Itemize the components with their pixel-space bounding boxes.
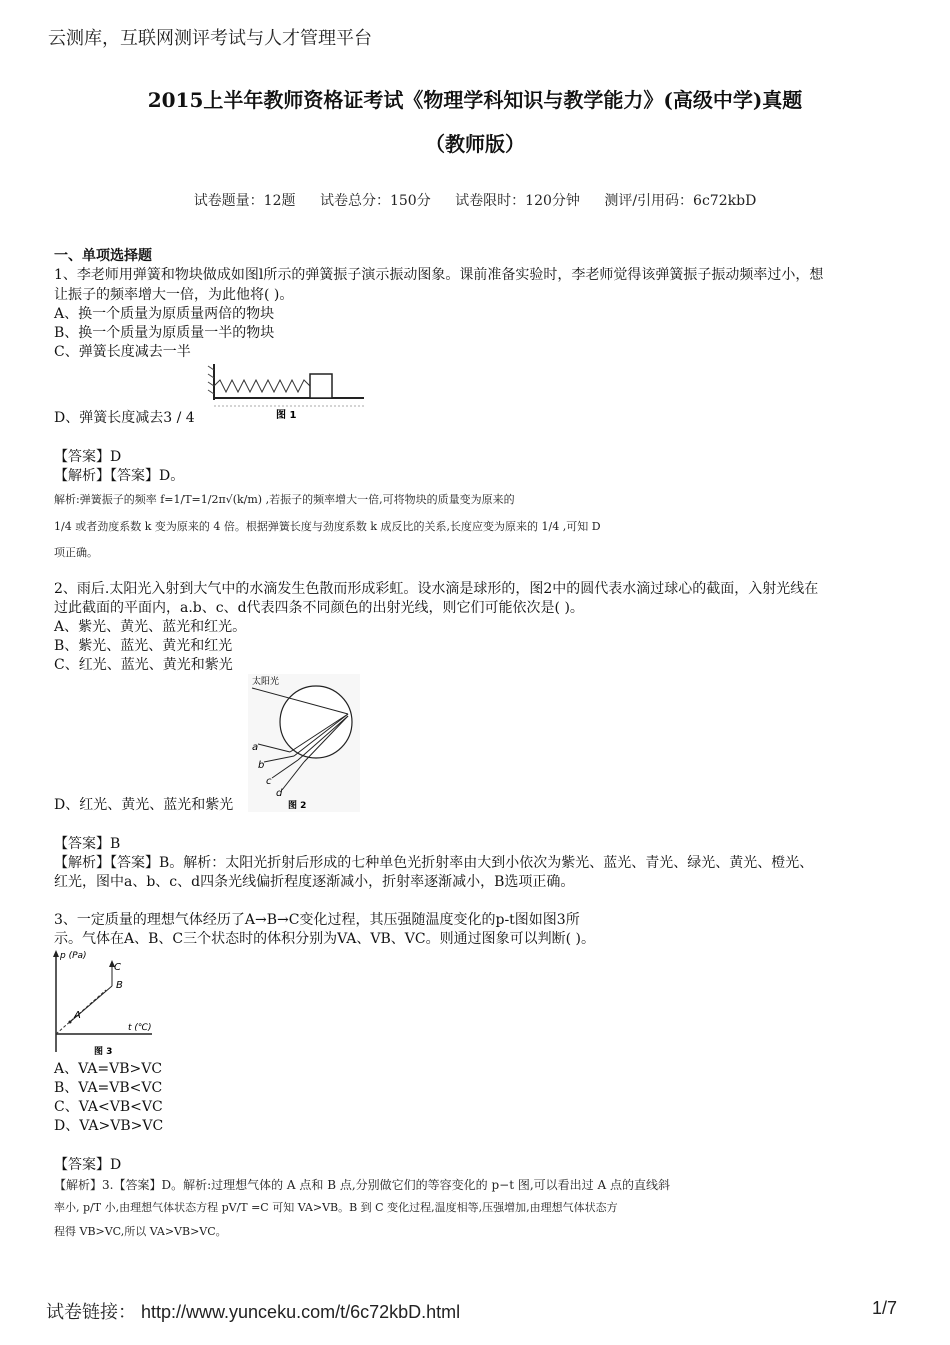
q2-explanation-line1: 【解析】【答案】B。解析：太阳光折射后形成的七种单色光折射率由大到小依次为紫光、蓝光、青光、绿光、黄光、橙光、 <box>54 855 814 871</box>
q3-explanation-line2: 率小, p/T 小,由理想气体状态方程 pV/T =C 可知 VA>VB。B 到 C 变化过程,温度相等,压强增加,由理想气体状态方 <box>54 1201 618 1214</box>
q2-figure-sun-label: 太阳光 <box>252 677 280 687</box>
q2-figure-raindrop <box>248 674 360 812</box>
exam-link[interactable]: 试卷链接： http://www.yunceku.com/t/6c72kbD.html <box>46 1302 461 1322</box>
ray-label-d: d <box>276 788 283 799</box>
ray-label-a: a <box>252 742 259 753</box>
q3-option-b: B、VA=VB<VC <box>54 1080 163 1096</box>
q2-answer: 【答案】B <box>54 836 121 852</box>
q3-axis-t: t (℃) <box>128 1023 152 1033</box>
q1-explanation-line1: 解析:弹簧振子的频率 f=1/T=1/2π√(k/m) ,若振子的频率增大一倍,可将物块的质量变为原来的 <box>54 493 515 506</box>
q2-option-d: D、红光、黄光、蓝光和紫光 <box>54 797 234 813</box>
exam-meta <box>0 190 950 210</box>
q2-stem-line2: 过此截面的平面内，a.b、c、d代表四条不同颜色的出射光线，则它们可能依次是( )。 <box>54 600 584 616</box>
q3-point-a: A <box>74 1010 81 1021</box>
q2-option-a: A、紫光、黄光、蓝光和红光。 <box>54 619 247 635</box>
ray-label-c: c <box>266 776 272 787</box>
q2-figure-caption: 图 2 <box>288 801 307 811</box>
q3-explanation-line3: 程得 VB>VC,所以 VA>VB>VC。 <box>54 1225 227 1238</box>
q3-option-c: C、VA<VB<VC <box>54 1099 163 1115</box>
q1-explanation-line2: 1/4 或者劲度系数 k 变为原来的 4 倍。根据弹簧长度与劲度系数 k 成反比的关系,长度应变为原来的 1/4 ,可知 D <box>54 520 601 533</box>
q1-option-c: C、弹簧长度减去一半 <box>54 344 191 360</box>
q1-figure-caption: 图 1 <box>276 410 297 421</box>
q2-option-c: C、红光、蓝光、黄光和紫光 <box>54 657 233 673</box>
ray-label-b: b <box>258 760 265 771</box>
q3-axis-p: p (Pa) <box>60 951 87 961</box>
q1-option-a: A、换一个质量为原质量两倍的物块 <box>54 306 275 322</box>
page-number: 1/7 <box>872 1298 898 1318</box>
page-title: 2015上半年教师资格证考试《物理学科知识与教学能力》(高级中学)真题 <box>147 88 803 112</box>
q3-point-c: C <box>114 962 121 973</box>
q3-option-d: D、VA>VB>VC <box>54 1118 164 1134</box>
reference-code: 测评/引用码：6c72kbD <box>604 193 757 209</box>
q3-point-b: B <box>116 980 123 991</box>
q3-answer: 【答案】D <box>54 1157 122 1173</box>
q1-option-d: D、弹簧长度减去3 / 4 <box>54 410 195 426</box>
q1-explanation-line3: 项正确。 <box>54 546 98 559</box>
q3-stem-line2: 示。气体在A、B、C三个状态时的体积分别为VA、VB、VC。则通过图象可以判断( )。 <box>54 931 595 947</box>
page-subtitle: （教师版） <box>425 132 525 156</box>
q3-option-a: A、VA=VB>VC <box>54 1061 163 1077</box>
q3-figure-pt-graph <box>48 948 158 1058</box>
q3-figure-caption: 图 3 <box>94 1047 113 1057</box>
section-heading: 一、单项选择题 <box>54 248 152 264</box>
q2-option-b: B、紫光、蓝光、黄光和红光 <box>54 638 233 654</box>
total-score: 试卷总分：150分 <box>319 193 431 209</box>
q1-answer: 【答案】D <box>54 449 122 465</box>
site-header: 云测库，互联网测评考试与人才管理平台 <box>48 28 372 49</box>
q3-stem-line1: 3、一定质量的理想气体经历了A→B→C变化过程，其压强随温度变化的p-t图如图3所 <box>54 912 580 928</box>
q1-analysis: 【解析】【答案】D。 <box>54 468 185 484</box>
q1-figure-spring <box>204 362 369 424</box>
q3-explanation-line1: 【解析】3.【答案】D。解析:过理想气体的 A 点和 B 点,分别做它们的等容变化的 p−t 图,可以看出过 A 点的直线斜 <box>54 1178 670 1192</box>
q1-option-b: B、换一个质量为原质量一半的物块 <box>54 325 275 341</box>
q2-explanation-line2: 红光，图中a、b、c、d四条光线偏折程度逐渐减小，折射率逐渐减小，B选项正确。 <box>54 874 575 890</box>
time-limit: 试卷限时：120分钟 <box>455 193 580 209</box>
question-count: 试卷题量：12题 <box>193 193 296 209</box>
q1-stem-line1: 1、李老师用弹簧和物块做成如图l所示的弹簧振子演示振动图象。课前准备实验时，李老师觉得该弹簧振子振动频率过小，想 <box>54 267 824 283</box>
q2-stem-line1: 2、雨后.太阳光入射到大气中的水滴发生色散而形成彩虹。设水滴是球形的，图2中的圆代表水滴过球心的截面，入射光线在 <box>54 581 819 597</box>
q1-stem-line2: 让振子的频率增大一倍，为此他将( )。 <box>54 287 294 303</box>
